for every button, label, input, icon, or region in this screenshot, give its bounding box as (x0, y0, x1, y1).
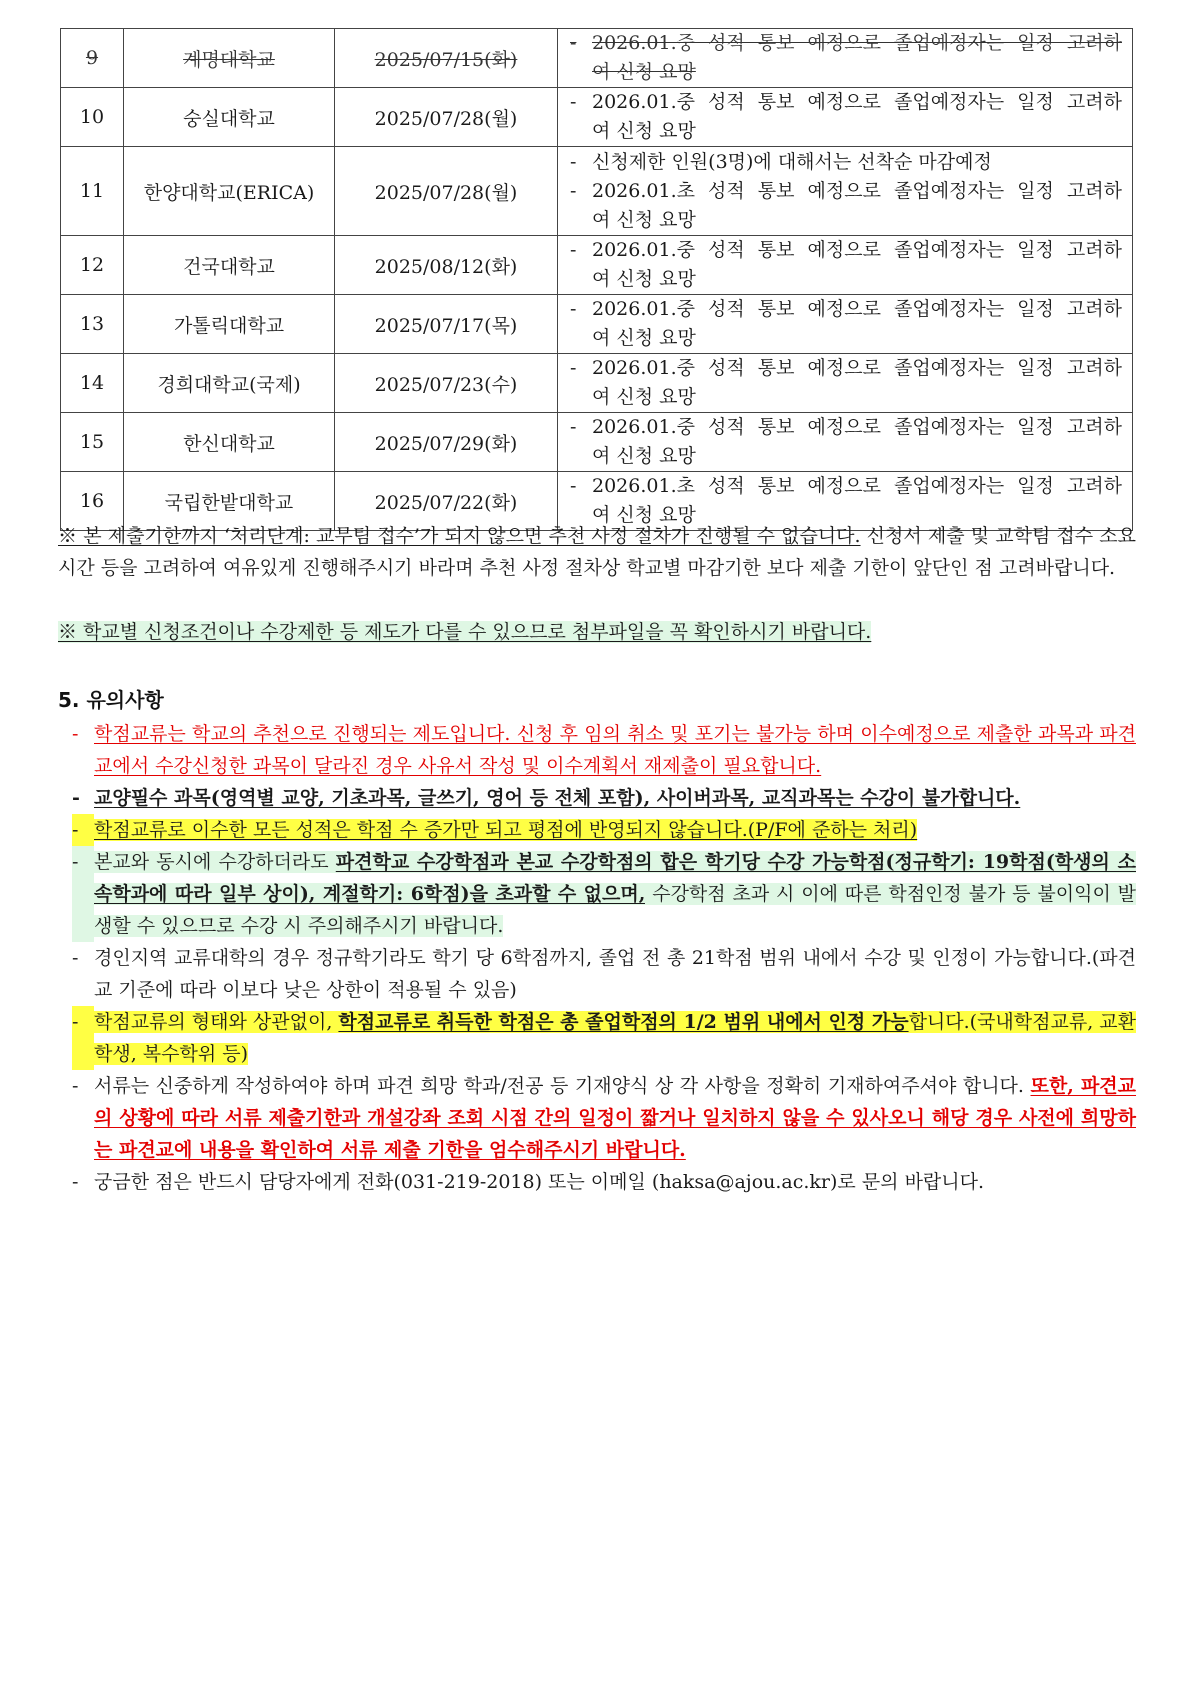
deadline-date: 2025/07/15(화) (335, 29, 558, 88)
note-line: 2026.01.중 성적 통보 예정으로 졸업예정자는 일정 고려하 (592, 91, 1122, 113)
note-line: 2026.01.초 성적 통보 예정으로 졸업예정자는 일정 고려하 (592, 179, 1122, 202)
caution-item: - 서류는 신중하게 작성하여야 하며 파견 희망 학과/전공 등 기재양식 상 각 사항을 정확히 기재하여주셔야 합니다. 또한, 파견교의 상황에 따라 서류 제출기한과 개설강좌 조회 시점 간의 일정이 짧거나 일치하지 않을 수 있사오니 해당 경우 사전에 희망하는 파견교에 내용을 확인하여 서류 제출 기한을 엄수해주시기 바랍니다. (72, 1075, 1137, 1161)
row-notes: - 2026.01.중 성적 통보 예정으로 졸업예정자는 일정 고려하 여 신청 요망 (558, 236, 1133, 295)
note-line: 여 신청 요망 (592, 268, 696, 290)
university-name: 한신대학교 (124, 413, 335, 472)
university-name: 계명대학교 (124, 29, 335, 88)
note-line: 여 신청 요망 (592, 386, 696, 408)
note-line: 여 신청 요망 (592, 61, 696, 83)
caution-text-emphasis: 또한, 파견교의 상황에 따라 서류 제출기한과 개설강좌 조회 시점 간의 일정이 짧거나 일치하지 않을 수 있사오니 해당 경우 사전에 희망하는 파견교에 내용을 확인하여 서류 제출 기한을 엄수해주시기 바랍니다. (94, 1075, 1137, 1161)
row-notes: - 2026.01.중 성적 통보 예정으로 졸업예정자는 일정 고려하 여 신청 요망 (558, 295, 1133, 354)
deadline-date: 2025/07/17(목) (335, 295, 558, 354)
university-name: 국립한밭대학교 (124, 472, 335, 531)
table-row (61, 88, 1133, 147)
note-line: 2026.01.중 성적 통보 예정으로 졸업예정자는 일정 고려하 (592, 239, 1122, 261)
cautions-list (72, 718, 1136, 1198)
row-notes: - 2026.01.중 성적 통보 예정으로 졸업예정자는 일정 고려하 여 신청 요망 (558, 88, 1133, 147)
row-notes: - 2026.01.중 성적 통보 예정으로 졸업예정자는 일정 고려하 여 신청 요망 (558, 354, 1133, 413)
processing-notice (58, 520, 1136, 584)
caution-item: - 학점교류의 형태와 상관없이, 학점교류로 취득한 학점은 총 졸업학점의 1/2 범위 내에서 인정 가능합니다.(국내학점교류, 교환학생, 복수학위 등) (72, 1006, 1136, 1070)
note-line: 여 신청 요망 (592, 327, 696, 349)
caution-text: 교양필수 과목(영역별 교양, 기초과목, 글쓰기, 영어 등 전체 포함), 사이버과목, 교직과목는 수강이 불가합니다. (94, 787, 1021, 809)
university-name: 건국대학교 (124, 236, 335, 295)
caution-item: - 학점교류는 학교의 추천으로 진행되는 제도입니다. 신청 후 임의 취소 및 포기는 불가능 하며 이수예정으로 제출한 과목과 파견교에서 수강신청한 과목이 달라진 경우 사유서 작성 및 이수계획서 재제출이 필요합니다. (72, 718, 1136, 782)
caution-item: - 교양필수 과목(영역별 교양, 기초과목, 글쓰기, 영어 등 전체 포함), 사이버과목, 교직과목는 수강이 불가합니다. (72, 782, 1136, 814)
caution-text: 학점교류는 학교의 추천으로 진행되는 제도입니다. 신청 후 임의 취소 및 포기는 불가능 하며 이수예정으로 제출한 과목과 파견교에서 수강신청한 과목이 달라진 경우 사유서 작성 및 이수계획서 재제출이 필요합니다. (94, 723, 1136, 777)
table-row (61, 354, 1133, 413)
table-row (61, 147, 1133, 236)
section-title: 5. 유의사항 (58, 688, 164, 712)
note-line: 2026.01.중 성적 통보 예정으로 졸업예정자는 일정 고려하 (592, 416, 1122, 438)
table-row (61, 413, 1133, 472)
row-number: 14 (61, 354, 124, 413)
row-number: 9 (61, 29, 124, 88)
caution-text: 학점교류의 형태와 상관없이, (94, 1011, 339, 1033)
note-line: 여 신청 요망 (592, 208, 696, 231)
row-number: 15 (61, 413, 124, 472)
note-line: 2026.01.중 성적 통보 예정으로 졸업예정자는 일정 고려하 (592, 298, 1122, 320)
caution-item: - 본교와 동시에 수강하더라도 파견학교 수강학점과 본교 수강학점의 합은 학기당 수강 가능학점(정규학기: 19학점(학생의 소속학과에 따라 일부 상이), 계절학기: 6학점)을 초과할 수 없으며, 수강학점 초과 시 이에 따른 학점인정 불가 등 불이익이 발생할 수 있으므로 수강 시 주의해주시기 바랍니다. (72, 846, 1136, 942)
deadline-date: 2025/07/22(화) (335, 472, 558, 531)
deadline-date: 2025/07/29(화) (335, 413, 558, 472)
caution-item: - 학점교류로 이수한 모든 성적은 학점 수 증가만 되고 평점에 반영되지 않습니다.(P/F에 준하는 처리) (72, 814, 1136, 846)
row-number: 11 (61, 147, 124, 236)
note-line: 여 신청 요망 (592, 120, 696, 142)
university-name: 숭실대학교 (124, 88, 335, 147)
row-number: 13 (61, 295, 124, 354)
note-line: 2026.01.중 성적 통보 예정으로 졸업예정자는 일정 고려하 (592, 32, 1122, 54)
processing-notice-emphasis: ※ 본 제출기한까지 ‘처리단계: 교무팀 접수’가 되지 않으면 추천 사정 절차가 진행될 수 없습니다. (58, 525, 861, 547)
note-line: 2026.01.중 성적 통보 예정으로 졸업예정자는 일정 고려하 (592, 357, 1122, 379)
caution-item: - 경인지역 교류대학의 경우 정규학기라도 학기 당 6학점까지, 졸업 전 총 21학점 범위 내에서 수강 및 인정이 가능합니다.(파견교 기준에 따라 이보다 낮은 상한이 적용될 수 있음) (72, 942, 1136, 1006)
caution-text-emphasis: 학점교류로 취득한 학점은 총 졸업학점의 1/2 범위 내에서 인정 가능 (338, 1011, 909, 1033)
caution-text: 합니다.(국내학점교류, 교환학생, 복수학위 등) (94, 1011, 1136, 1065)
university-name: 가톨릭대학교 (124, 295, 335, 354)
table-row (61, 295, 1133, 354)
attachment-notice-text: ※ 학교별 신청조건이나 수강제한 등 제도가 다를 수 있으므로 첨부파일을 꼭 확인하시기 바랍니다. (58, 621, 872, 643)
row-number: 16 (61, 472, 124, 531)
deadline-date: 2025/08/12(화) (335, 236, 558, 295)
caution-text: 학점교류로 이수한 모든 성적은 학점 수 증가만 되고 평점에 반영되지 않습니다.(P/F에 준하는 처리) (94, 819, 918, 841)
exchange-schedule-table (60, 28, 1133, 531)
university-name: 한양대학교(ERICA) (124, 147, 335, 236)
row-notes: - 2026.01.중 성적 통보 예정으로 졸업예정자는 일정 고려하 여 신청 요망 (558, 413, 1133, 472)
deadline-date: 2025/07/23(수) (335, 354, 558, 413)
caution-text-emphasis: 파견학교 수강학점과 본교 수강학점의 합은 학기당 수강 가능학점(정규학기: 19학점(학생의 소속학과에 따라 일부 상이), 계절학기: 6학점)을 초과할 수 없으며, (94, 851, 1136, 905)
note-line: 여 신청 요망 (592, 504, 696, 526)
row-notes: - 2026.01.초 성적 통보 예정으로 졸업예정자는 일정 고려하 여 신청 요망 (558, 472, 1133, 531)
deadline-date: 2025/07/28(월) (335, 147, 558, 236)
row-number: 10 (61, 88, 124, 147)
note-line: 2026.01.초 성적 통보 예정으로 졸업예정자는 일정 고려하 (592, 475, 1122, 497)
note-line: 신청제한 인원(3명)에 대해서는 선착순 마감예정 (592, 150, 992, 173)
caution-item: - 궁금한 점은 반드시 담당자에게 전화(031-219-2018) 또는 이메일 (haksa@ajou.ac.kr)로 문의 바랍니다. (72, 1166, 1136, 1198)
caution-text: 본교와 동시에 수강하더라도 (94, 851, 336, 873)
university-name: 경희대학교(국제) (124, 354, 335, 413)
attachment-notice (58, 616, 1136, 648)
table-row (61, 236, 1133, 295)
deadline-date: 2025/07/28(월) (335, 88, 558, 147)
caution-text: 경인지역 교류대학의 경우 정규학기라도 학기 당 6학점까지, 졸업 전 총 21학점 범위 내에서 수강 및 인정이 가능합니다.(파견교 기준에 따라 이보다 낮은 상한이 적용될 수 있음) (94, 947, 1136, 1001)
row-notes: - 신청제한 인원(3명)에 대해서는 선착순 마감예정 - 2026.01.초 성적 통보 예정으로 졸업예정자는 일정 고려하 여 신청 요망 (558, 147, 1133, 236)
table-row (61, 29, 1133, 88)
row-number: 12 (61, 236, 124, 295)
row-notes: - 2026.01.중 성적 통보 예정으로 졸업예정자는 일정 고려하 여 신청 요망 (558, 29, 1133, 88)
contact-text: 궁금한 점은 반드시 담당자에게 전화(031-219-2018) 또는 이메일 (haksa@ajou.ac.kr)로 문의 바랍니다. (94, 1171, 985, 1193)
processing-notice-body: 신청서 제출 및 교학팀 접수 소요시간 등을 고려하여 여유있게 진행해주시기 바라며 추천 사정 절차상 학교별 마감기한 보다 제출 기한이 앞단인 점 고려바랍니다. (58, 525, 1136, 579)
caution-text: 수강학점 초과 시 이에 따른 학점인정 불가 등 불이익이 발생할 수 있으므로 수강 시 주의해주시기 바랍니다. (94, 883, 1137, 937)
caution-text: 서류는 신중하게 작성하여야 하며 파견 희망 학과/전공 등 기재양식 상 각 사항을 정확히 기재하여주셔야 합니다. (94, 1075, 1031, 1097)
note-line: 여 신청 요망 (592, 445, 696, 467)
